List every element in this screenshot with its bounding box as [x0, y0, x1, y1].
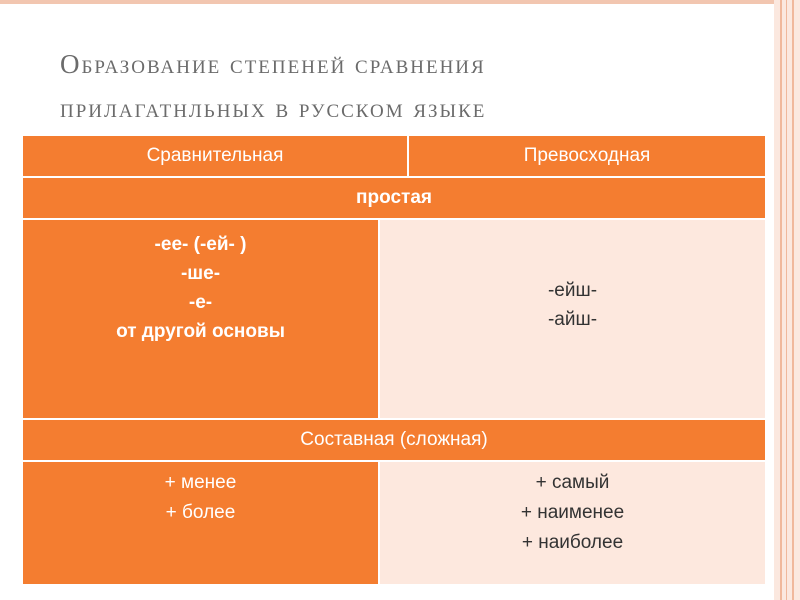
- slide-top-border: [0, 0, 800, 4]
- simple-comparative-item: -е-: [188, 292, 213, 313]
- title-line-1: Образование степеней сравнения: [60, 49, 486, 79]
- simple-comparative-item: -ше-: [180, 263, 221, 284]
- compound-comparative-cell: [23, 462, 378, 584]
- compound-comparative-item: + более: [165, 502, 236, 523]
- compound-comparative-item: + менее: [164, 472, 237, 493]
- simple-superlative-item: -ейш-: [547, 280, 598, 301]
- slide-title: [60, 42, 740, 130]
- simple-comparative-item: от другой основы: [116, 321, 285, 342]
- compound-superlative-item: + наиболее: [521, 532, 624, 553]
- row-label-simple: простая: [23, 178, 765, 218]
- slide-right-border-decoration: [774, 0, 800, 600]
- header-superlative: Превосходная: [409, 136, 765, 176]
- simple-comparative-item: -ее- (-ей- ): [154, 234, 247, 255]
- compound-superlative-cell: [380, 462, 765, 584]
- simple-comparative-cell: [23, 220, 378, 418]
- simple-superlative-item: -айш-: [547, 309, 598, 330]
- compound-superlative-item: + наименее: [520, 502, 625, 523]
- title-line-2: прилагатнльных в русском языке: [60, 93, 487, 123]
- compound-superlative-item: + самый: [535, 472, 610, 493]
- row-label-compound: Составная (сложная): [23, 420, 765, 460]
- header-comparative: Сравнительная: [23, 136, 407, 176]
- simple-superlative-cell: [380, 220, 765, 418]
- comparison-table: [23, 136, 765, 584]
